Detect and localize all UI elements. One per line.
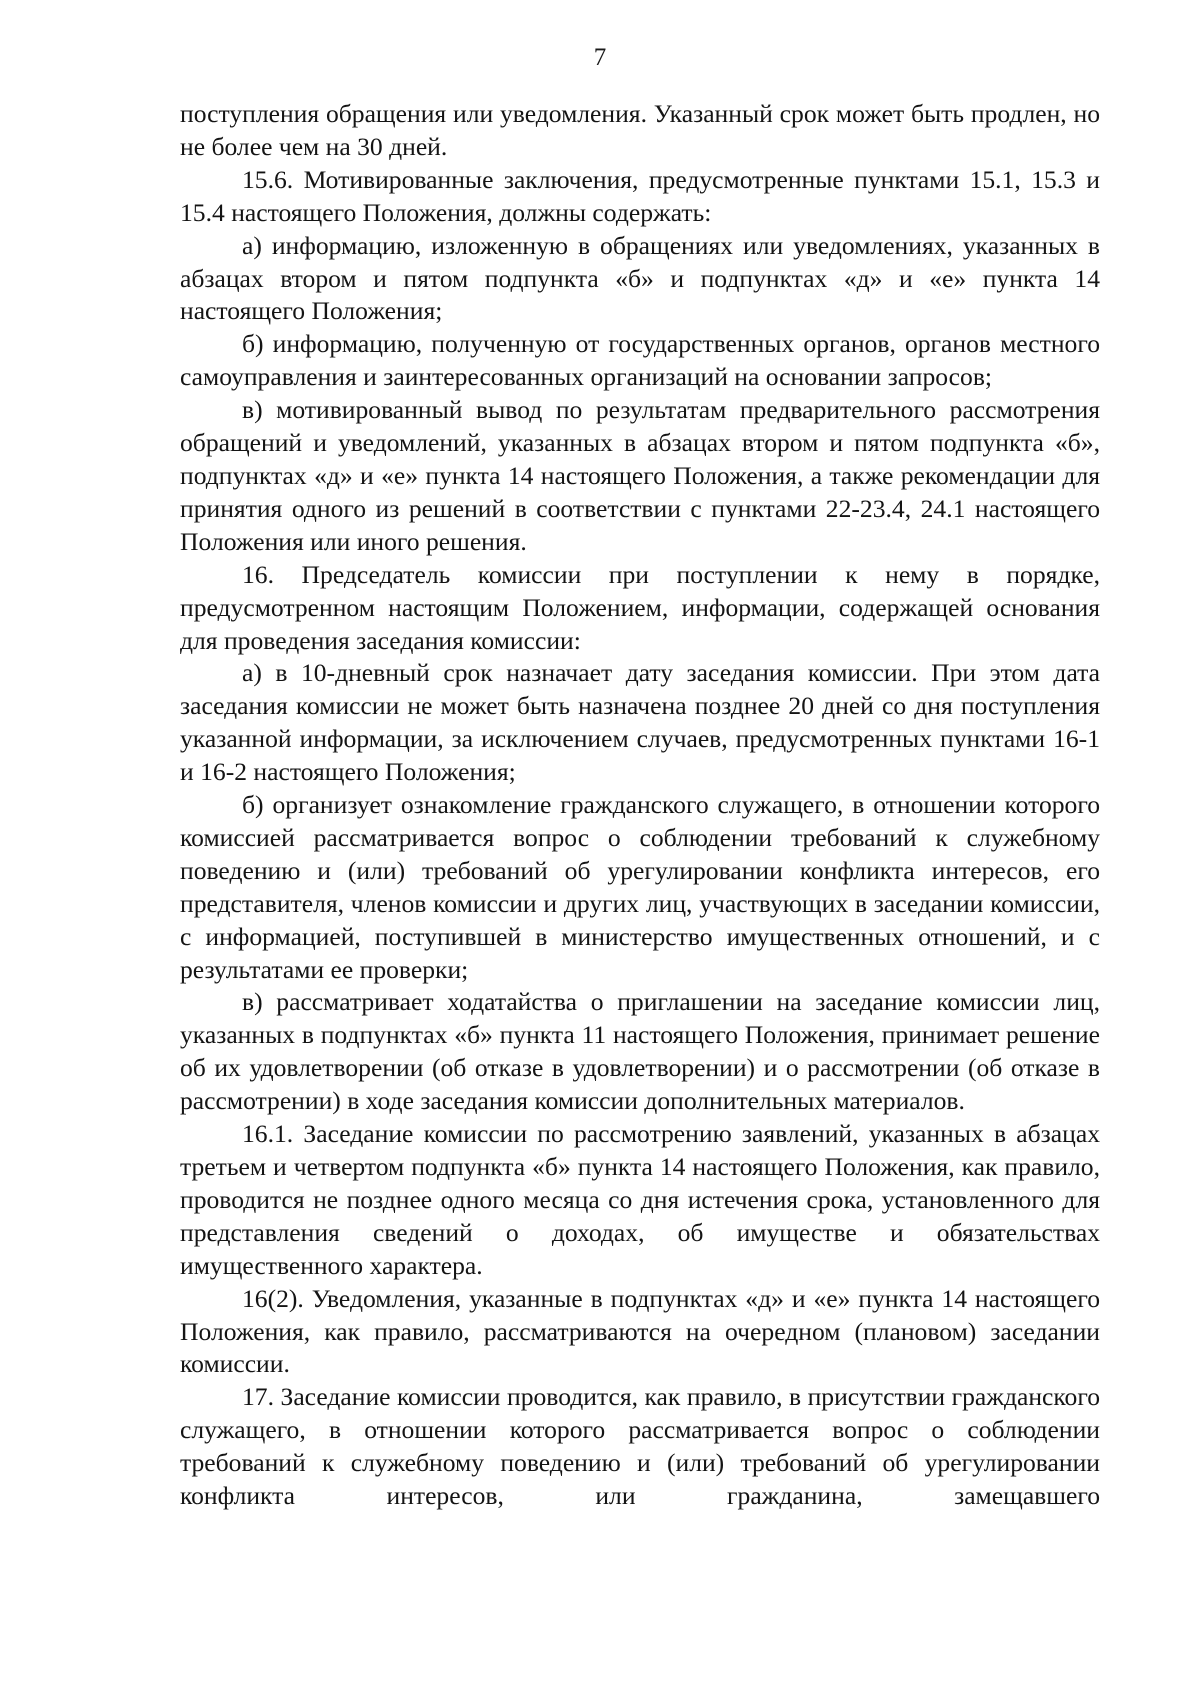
- paragraph: а) информацию, изложенную в обращениях или уведомлениях, указанных в абзацах втором и пятом подпункта «б» и подпунктах «д» и «е» пункта 14 настоящего Положения;: [180, 230, 1100, 326]
- document-body: [180, 98, 1100, 1513]
- paragraph: 16. Председатель комиссии при поступлении к нему в порядке, предусмотренном настоящим Положением, информации, содержащей основания для проведения заседания комиссии:: [180, 559, 1100, 655]
- paragraph: 16(2). Уведомления, указанные в подпунктах «д» и «е» пункта 14 настоящего Положения, как правило, рассматриваются на очередном (плановом) заседании комиссии.: [180, 1283, 1100, 1379]
- paragraph: а) в 10-дневный срок назначает дату заседания комиссии. При этом дата заседания комиссии не может быть назначена позднее 20 дней со дня поступления указанной информации, за исключением случаев, предусмотренных пунктами 16-1 и 16-2 настоящего Положения;: [180, 658, 1100, 787]
- paragraph: 15.6. Мотивированные заключения, предусмотренные пунктами 15.1, 15.3 и 15.4 настоящего Положения, должны содержать:: [180, 164, 1100, 227]
- paragraph: 17. Заседание комиссии проводится, как правило, в присутствии гражданского служащего, в отношении которого рассматривается вопрос о соблюдении требований к служебному поведению и (или) требований об урегулировании конфликта интересов, или гражданина, замещавшего: [180, 1382, 1100, 1511]
- paragraph: поступления обращения или уведомления. Указанный срок может быть продлен, но не более чем на 30 дней.: [180, 99, 1100, 161]
- page-number: 7: [593, 44, 607, 71]
- paragraph: в) рассматривает ходатайства о приглашении на заседание комиссии лиц, указанных в подпунктах «б» пункта 11 настоящего Положения, принимает решение об их удовлетворении (об отказе в удовлетворении) и о рассмотрении (об отказе в рассмотрении) в ходе заседания комиссии дополнительных материалов.: [180, 987, 1100, 1116]
- paragraph: б) организует ознакомление гражданского служащего, в отношении которого комиссией рассматривается вопрос о соблюдении требований к служебному поведению и (или) требований об урегулировании конфликта интересов, его представителя, членов комиссии и других лиц, участвующих в заседании комиссии, с информацией, поступившей в министерство имущественных отношений, и с результатами ее проверки;: [180, 790, 1100, 984]
- paragraph: 16.1. Заседание комиссии по рассмотрению заявлений, указанных в абзацах третьем и четвертом подпункта «б» пункта 14 настоящего Положения, как правило, проводится не позднее одного месяца со дня истечения срока, установленного для представления сведений о доходах, об имуществе и обязательствах имущественного характера.: [180, 1119, 1100, 1280]
- paragraph: б) информацию, полученную от государственных органов, органов местного самоуправления и заинтересованных организаций на основании запросов;: [180, 329, 1100, 392]
- paragraph: в) мотивированный вывод по результатам предварительного рассмотрения обращений и уведомлений, указанных в абзацах втором и пятом подпункта «б», подпунктах «д» и «е» пункта 14 настоящего Положения, а также рекомендации для принятия одного из решений в соответствии с пунктами 22-23.4, 24.1 настоящего Положения или иного решения.: [180, 395, 1100, 556]
